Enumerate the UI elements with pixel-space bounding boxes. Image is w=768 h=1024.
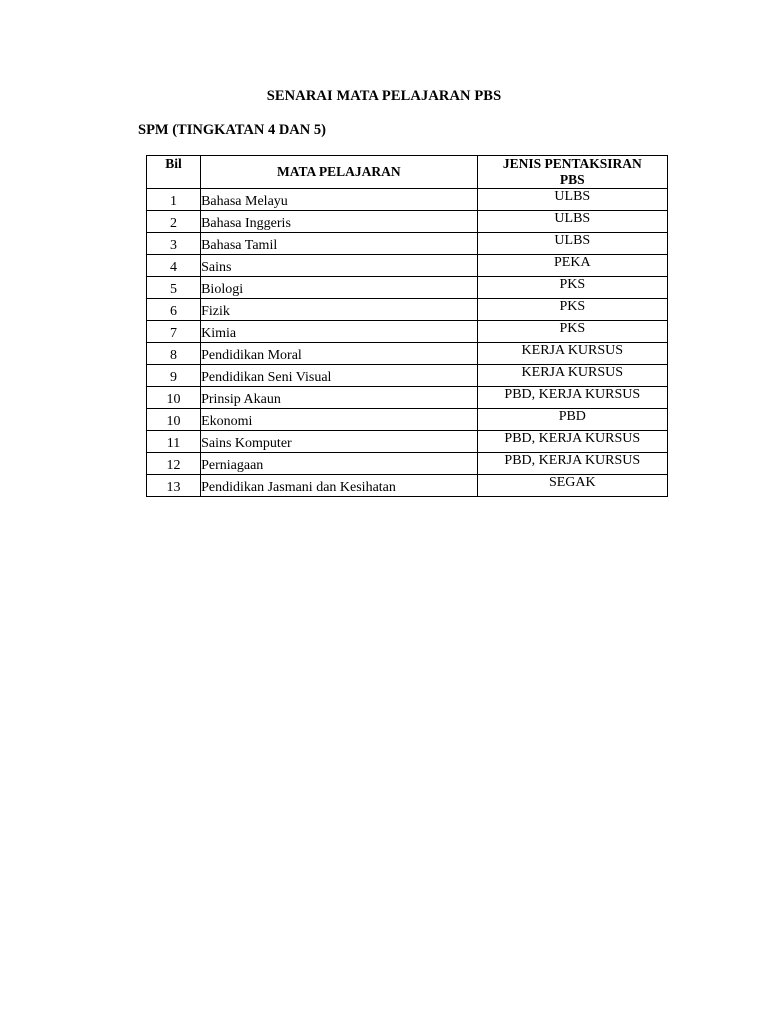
table-header-row (147, 156, 668, 189)
row-number: 9 (147, 365, 201, 387)
row-assessment-type: KERJA KURSUS (477, 365, 667, 387)
row-subject: Pendidikan Seni Visual (201, 365, 478, 387)
row-number: 6 (147, 299, 201, 321)
header-bil: Bil (147, 156, 201, 189)
row-number: 4 (147, 255, 201, 277)
row-assessment-type: PBD, KERJA KURSUS (477, 431, 667, 453)
subjects-table (146, 155, 668, 497)
row-subject: Pendidikan Moral (201, 343, 478, 365)
row-subject: Perniagaan (201, 453, 478, 475)
row-subject: Ekonomi (201, 409, 478, 431)
table-row (147, 431, 668, 453)
table-row (147, 233, 668, 255)
row-number: 1 (147, 189, 201, 211)
header-type-line1: JENIS PENTAKSIRAN (502, 156, 642, 171)
row-assessment-type: PBD, KERJA KURSUS (477, 453, 667, 475)
table-row (147, 475, 668, 497)
row-number: 5 (147, 277, 201, 299)
row-assessment-type: PKS (477, 299, 667, 321)
header-subject: MATA PELAJARAN (201, 156, 478, 189)
row-number: 10 (147, 387, 201, 409)
row-subject: Sains (201, 255, 478, 277)
row-assessment-type: PKS (477, 277, 667, 299)
row-number: 2 (147, 211, 201, 233)
row-assessment-type: ULBS (477, 189, 667, 211)
row-number: 10 (147, 409, 201, 431)
row-subject: Fizik (201, 299, 478, 321)
row-number: 3 (147, 233, 201, 255)
row-assessment-type: PEKA (477, 255, 667, 277)
row-subject: Kimia (201, 321, 478, 343)
table-row (147, 409, 668, 431)
header-type-line2: PBS (559, 172, 585, 187)
row-assessment-type: ULBS (477, 233, 667, 255)
table-row (147, 255, 668, 277)
row-number: 7 (147, 321, 201, 343)
row-assessment-type: PKS (477, 321, 667, 343)
document-title: SENARAI MATA PELAJARAN PBS (266, 88, 502, 104)
document-subtitle: SPM (TINGKATAN 4 DAN 5) (138, 122, 326, 138)
table-row (147, 321, 668, 343)
row-number: 13 (147, 475, 201, 497)
table-row (147, 277, 668, 299)
row-assessment-type: ULBS (477, 211, 667, 233)
row-subject: Prinsip Akaun (201, 387, 478, 409)
row-number: 11 (147, 431, 201, 453)
row-subject: Bahasa Inggeris (201, 211, 478, 233)
row-assessment-type: SEGAK (477, 475, 667, 497)
table-row (147, 387, 668, 409)
row-subject: Biologi (201, 277, 478, 299)
row-number: 12 (147, 453, 201, 475)
row-number: 8 (147, 343, 201, 365)
table-row (147, 211, 668, 233)
row-subject: Sains Komputer (201, 431, 478, 453)
table-row (147, 453, 668, 475)
table-row (147, 189, 668, 211)
table-row (147, 365, 668, 387)
row-subject: Bahasa Tamil (201, 233, 478, 255)
row-subject: Bahasa Melayu (201, 189, 478, 211)
row-assessment-type: KERJA KURSUS (477, 343, 667, 365)
table-row (147, 299, 668, 321)
header-assessment-type (477, 156, 667, 189)
row-subject: Pendidikan Jasmani dan Kesihatan (201, 475, 478, 497)
row-assessment-type: PBD, KERJA KURSUS (477, 387, 667, 409)
table-row (147, 343, 668, 365)
row-assessment-type: PBD (477, 409, 667, 431)
